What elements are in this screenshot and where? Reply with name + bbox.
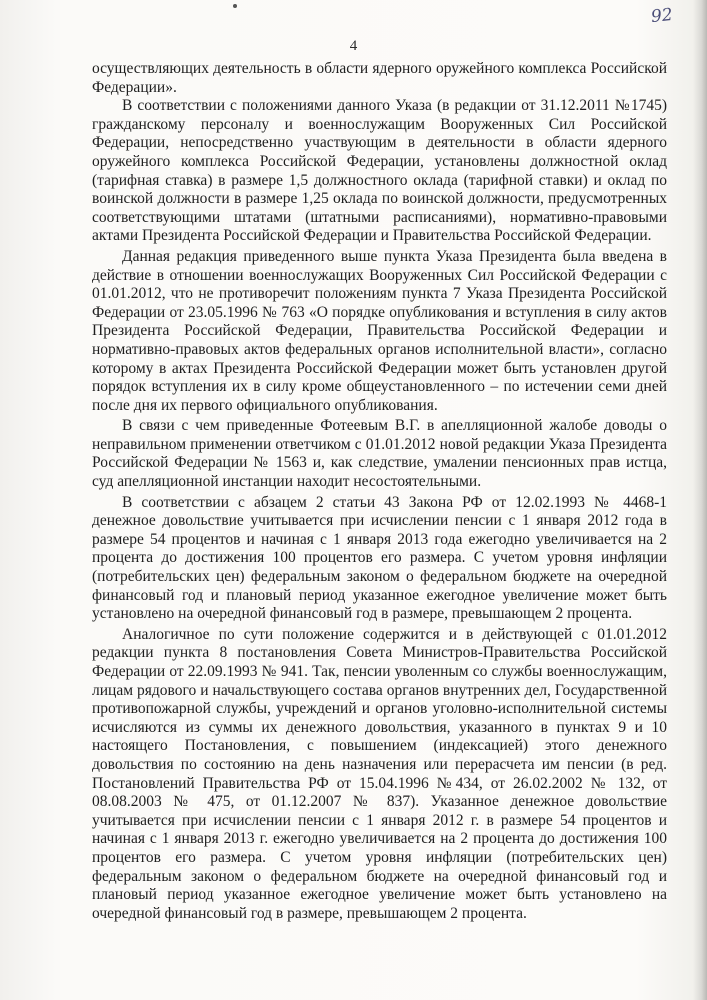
paragraph-1: осуществляющих деятельность в области ядерного оружейного комплекса Российской Федерации».	[92, 60, 667, 96]
page-number: 4	[349, 38, 358, 54]
paragraph-6: Аналогичное по сути положение содержится и в действующей с 01.01.2012 редакции пункта 8 постановления Совета Министров-Правительства Российской Федерации от 22.09.1993 № 941. Так, пенсии уволенным со службы военнослужащим, лицам рядового и начальствующего состава органов внутренних дел, Государственной противопожарной службы, учреждений и органов уголовно-исполнительной системы исчисляются из суммы их денежного довольствия, указанного в пунктах 9 и 10 настоящего Постановления, с повышением (индексацией) этого денежного довольствия по состоянию на день назначения или перерасчета им пенсии (в ред. Постановлений Правительства РФ от 15.04.1996 №434, от 26.02.2002 № 132, от 08.08.2003 № 475, от 01.12.2007 № 837). Указанное денежное довольствие учитывается при исчислении пенсии с 1 января 2012 г. в размере 54 процентов и начиная с 1 января 2013 г. ежегодно увеличивается на 2 процента до достижения 100 процентов его размера. С учетом уровня инфляции (потребительских цен) федеральным законом о федеральном бюджете на очередной финансовый год и плановый период указанное ежегодное увеличение может быть установлено на очередной финансовый год в размере, превышающем 2 процента.	[92, 625, 667, 922]
scan-speck	[233, 4, 237, 8]
document-body	[92, 60, 667, 923]
paragraph-2: В соответствии с положениями данного Указа (в редакции от 31.12.2011 №1745) гражданскому персоналу и военнослужащим Вооруженных Сил Российской Федерации, непосредственно участвующим в деятельности в области ядерного оружейного комплекса Российской Федерации, установлены должностной оклад (тарифная ставка) в размере 1,5 должностного оклада (тарифной ставки) и оклад по воинской должности в размере 1,25 оклада по воинской должности, предусмотренных соответствующими штатами (штатными расписаниями), нормативно-правовыми актами Президента Российской Федерации и Правительства Российской Федерации.	[92, 97, 667, 245]
handwritten-sheet-number: 92	[650, 4, 674, 28]
paragraph-3: Данная редакция приведенного выше пункта Указа Президента была введена в действие в отношении военнослужащих Вооруженных Сил Российской Федерации с 01.01.2012, что не противоречит положениям пункта 7 Указа Президента Российской Федерации от 23.05.1996 № 763 «О порядке опубликования и вступления в силу актов Президента Российской Федерации, Правительства Российской Федерации и нормативно-правовых актов федеральных органов исполнительной власти», согласно которому в актах Президента Российской Федерации может быть установлен другой порядок вступления их в силу кроме общеустановленного – по истечении семи дней после дня их первого официального опубликования.	[92, 247, 667, 414]
scan-edge-shadow	[693, 0, 707, 1000]
paragraph-4: В связи с чем приведенные Фотеевым В.Г. в апелляционной жалобе доводы о неправильном применении ответчиком с 01.01.2012 новой редакции Указа Президента Российской Федерации № 1563 и, как следствие, умалении пенсионных прав истца, суд апелляционной инстанции находит несостоятельными.	[92, 417, 667, 491]
paragraph-5: В соответствии с абзацем 2 статьи 43 Закона РФ от 12.02.1993 № 4468-1 денежное довольствие учитывается при исчислении пенсии с 1 января 2012 года в размере 54 процентов и начиная с 1 января 2013 года ежегодно увеличивается на 2 процента до достижения 100 процентов его размера. С учетом уровня инфляции (потребительских цен) федеральным законом о федеральном бюджете на очередной финансовый год и плановый период указанное ежегодное увеличение может быть установлено на очередной финансовый год в размере, превышающем 2 процента.	[92, 493, 667, 623]
